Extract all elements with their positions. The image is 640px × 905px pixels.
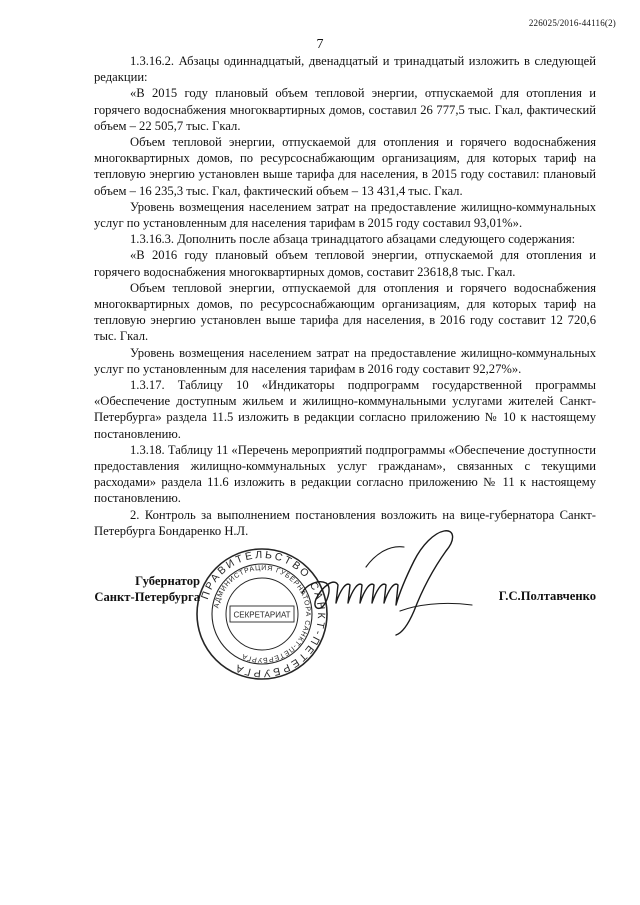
paragraph-2015-supplier-volume: Объем тепловой энергии, отпускаемой для отопления и горячего водоснабжения многоквартирных домов, по ресурсоснабжающим организациям, для которых тариф на тепловую энергию установлен выше тарифа для населения, в 2015 году составил: плановый объем – 16 235,3 тыс. Гкал, фактический объем – 13 431,4 тыс. Гкал. (94, 135, 596, 198)
paragraph-1-3-16-3: 1.3.16.3. Дополнить после абзаца тринадцатого абзацами следующего содержания: (130, 232, 576, 247)
handwritten-signature (296, 527, 478, 639)
seal-center-text: СЕКРЕТАРИАТ (233, 610, 291, 620)
paragraph-2015-planned-volume: «В 2015 году плановый объем тепловой энергии, отпускаемой для отопления и горячего водоснабжения многоквартирных домов, составил 26 777,5 тыс. Гкал, фактический объем – 22 505,7 тыс. Гкал. (94, 86, 596, 133)
paragraph-1-3-18: 1.3.18. Таблицу 11 «Перечень мероприятий подпрограммы «Обеспечение доступности предоставления жилищно-коммунальных услуг гражданам», связанных с текущими расходами» раздела 11.6 изложить в редакции согласно приложению № 11 к настоящему постановлению. (94, 442, 596, 506)
document-body (94, 53, 596, 539)
signature-title (88, 573, 200, 605)
page-number: 7 (316, 37, 324, 52)
paragraph-2015-reimbursement-level: Уровень возмещения населением затрат на предоставление жилищно-коммунальных услуг по установленным для населения тарифам в 2015 году составил 93,01%». (94, 199, 596, 231)
paragraph-2016-planned-volume: «В 2016 году плановый объем тепловой энергии, отпускаемой для отопления и горячего водоснабжения многоквартирных домов, составит 23618,8 тыс. Гкал. (94, 248, 596, 279)
paragraph-1-3-17: 1.3.17. Таблицу 10 «Индикаторы подпрограмм государственной программы «Обеспечение доступным жильем и жилищно-коммунальными услугами жителей Санкт-Петербурга» раздела 11.5 изложить в редакции согласно приложению № 10 к настоящему постановлению. (94, 378, 596, 441)
paragraph-2016-reimbursement-level: Уровень возмещения населением затрат на предоставление жилищно-коммунальных услуг по установленным для населения тарифам в 2016 году составит 92,27%». (94, 345, 596, 376)
seal-inner-text: АДМИНИСТРАЦИЯ ГУБЕРНАТОРА САНКТ-ПЕТЕРБУРГА (213, 564, 312, 664)
document-registration-number: 226025/2016-44116(2) (528, 18, 616, 28)
paragraph-2-control: 2. Контроль за выполнением постановления возложить на вице-губернатора Санкт-Петербурга Бондаренко Н.Л. (94, 507, 596, 538)
signer-name: Г.С.Полтавченко (498, 589, 596, 603)
signature-title-line-2: Санкт-Петербурга (94, 590, 200, 605)
signature-stroke-flourish (366, 547, 472, 611)
paragraph-1-3-16-2: 1.3.16.2. Абзацы одиннадцатый, двенадцатый и тринадцатый изложить в следующей редакции: (94, 54, 596, 85)
signature-title-line-1: Губернатор (135, 574, 200, 588)
signature-stroke-main (302, 531, 453, 635)
paragraph-2016-supplier-volume: Объем тепловой энергии, отпускаемой для отопления и горячего водоснабжения многоквартирных домов, по ресурсоснабжающим организациям, для которых тариф на тепловую энергию установлен выше тарифа для населения, в 2016 году составит 12 720,6 тыс. Гкал. (94, 280, 596, 344)
seal-outer-text: ПРАВИТЕЛЬСТВО САНКТ-ПЕТЕРБУРГА (199, 548, 328, 680)
